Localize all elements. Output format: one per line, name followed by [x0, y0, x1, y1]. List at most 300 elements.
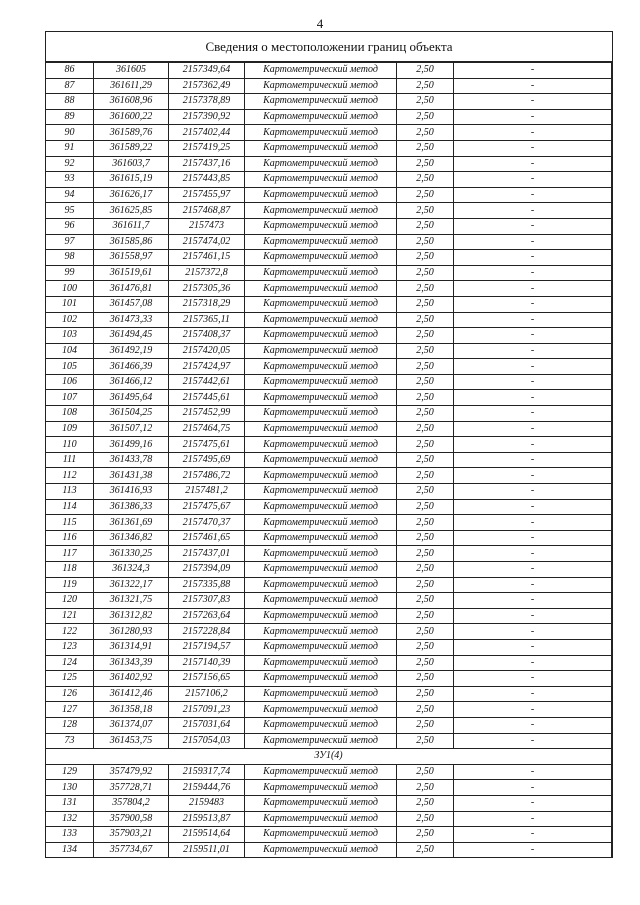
table-row [46, 218, 612, 234]
cell-precision: 2,50 [397, 281, 454, 297]
table-row [46, 624, 612, 640]
cell-point-number: 132 [46, 811, 94, 827]
table-row [46, 343, 612, 359]
cell-method: Картометрический метод [245, 452, 397, 468]
cell-precision: 2,50 [397, 218, 454, 234]
cell-precision: 2,50 [397, 624, 454, 640]
cell-precision: 2,50 [397, 296, 454, 312]
cell-method: Картометрический метод [245, 624, 397, 640]
cell-coord-y: 2157335,88 [169, 577, 245, 593]
cell-description: - [454, 764, 612, 780]
cell-precision: 2,50 [397, 452, 454, 468]
cell-method: Картометрический метод [245, 780, 397, 796]
cell-description: - [454, 639, 612, 655]
cell-point-number: 106 [46, 374, 94, 390]
cell-precision: 2,50 [397, 827, 454, 843]
cell-description: - [454, 608, 612, 624]
cell-point-number: 122 [46, 624, 94, 640]
cell-point-number: 110 [46, 437, 94, 453]
cell-point-number: 109 [46, 421, 94, 437]
cell-method: Картометрический метод [245, 686, 397, 702]
cell-point-number: 118 [46, 562, 94, 578]
cell-method: Картометрический метод [245, 671, 397, 687]
cell-method: Картометрический метод [245, 842, 397, 858]
cell-coord-x: 361457,08 [94, 296, 169, 312]
cell-method: Картометрический метод [245, 390, 397, 406]
table-row [46, 702, 612, 718]
cell-coord-y: 2157349,64 [169, 63, 245, 79]
cell-precision: 2,50 [397, 764, 454, 780]
cell-method: Картометрический метод [245, 63, 397, 79]
cell-coord-y: 2157464,75 [169, 421, 245, 437]
table-row [46, 546, 612, 562]
cell-point-number: 133 [46, 827, 94, 843]
cell-description: - [454, 406, 612, 422]
cell-precision: 2,50 [397, 702, 454, 718]
cell-point-number: 120 [46, 593, 94, 609]
cell-coord-x: 361589,22 [94, 140, 169, 156]
cell-coord-y: 2159513,87 [169, 811, 245, 827]
cell-coord-x: 361314,91 [94, 639, 169, 655]
cell-method: Картометрический метод [245, 281, 397, 297]
cell-coord-y: 2157365,11 [169, 312, 245, 328]
cell-description: - [454, 218, 612, 234]
cell-precision: 2,50 [397, 717, 454, 733]
cell-coord-y: 2157461,65 [169, 530, 245, 546]
cell-coord-y: 2159514,64 [169, 827, 245, 843]
cell-point-number: 117 [46, 546, 94, 562]
table-row [46, 655, 612, 671]
cell-method: Картометрический метод [245, 764, 397, 780]
cell-point-number: 96 [46, 218, 94, 234]
cell-coord-x: 361625,85 [94, 203, 169, 219]
cell-coord-x: 361615,19 [94, 172, 169, 188]
cell-coord-x: 361312,82 [94, 608, 169, 624]
table-row [46, 717, 612, 733]
cell-point-number: 94 [46, 187, 94, 203]
cell-description: - [454, 140, 612, 156]
table-row [46, 593, 612, 609]
cell-description: - [454, 452, 612, 468]
table-row [46, 827, 612, 843]
table-row [46, 562, 612, 578]
cell-description: - [454, 733, 612, 749]
cell-description: - [454, 562, 612, 578]
cell-coord-y: 2157486,72 [169, 468, 245, 484]
cell-method: Картометрический метод [245, 733, 397, 749]
table-row [46, 203, 612, 219]
cell-precision: 2,50 [397, 374, 454, 390]
cell-coord-y: 2157263,64 [169, 608, 245, 624]
cell-method: Картометрический метод [245, 250, 397, 266]
cell-description: - [454, 265, 612, 281]
cell-coord-y: 2157445,61 [169, 390, 245, 406]
cell-point-number: 121 [46, 608, 94, 624]
cell-point-number: 119 [46, 577, 94, 593]
cell-coord-y: 2157443,85 [169, 172, 245, 188]
table-row [46, 671, 612, 687]
cell-method: Картометрический метод [245, 546, 397, 562]
cell-point-number: 98 [46, 250, 94, 266]
cell-precision: 2,50 [397, 250, 454, 266]
cell-precision: 2,50 [397, 639, 454, 655]
cell-coord-x: 361346,82 [94, 530, 169, 546]
cell-method: Картометрический метод [245, 359, 397, 375]
cell-description: - [454, 374, 612, 390]
cell-point-number: 95 [46, 203, 94, 219]
cell-method: Картометрический метод [245, 406, 397, 422]
cell-coord-y: 2157307,83 [169, 593, 245, 609]
cell-point-number: 99 [46, 265, 94, 281]
table-row [46, 172, 612, 188]
cell-method: Картометрический метод [245, 140, 397, 156]
cell-precision: 2,50 [397, 109, 454, 125]
cell-description: - [454, 484, 612, 500]
cell-coord-y: 2157470,37 [169, 515, 245, 531]
cell-coord-x: 361495,64 [94, 390, 169, 406]
cell-description: - [454, 577, 612, 593]
cell-coord-x: 361626,17 [94, 187, 169, 203]
cell-point-number: 105 [46, 359, 94, 375]
cell-description: - [454, 811, 612, 827]
table-row [46, 94, 612, 110]
cell-precision: 2,50 [397, 468, 454, 484]
cell-description: - [454, 593, 612, 609]
cell-method: Картометрический метод [245, 468, 397, 484]
cell-description: - [454, 312, 612, 328]
cell-precision: 2,50 [397, 94, 454, 110]
cell-coord-x: 361608,96 [94, 94, 169, 110]
table-row [46, 390, 612, 406]
cell-description: - [454, 94, 612, 110]
cell-precision: 2,50 [397, 343, 454, 359]
table-row [46, 733, 612, 749]
cell-description: - [454, 203, 612, 219]
cell-method: Картометрический метод [245, 608, 397, 624]
cell-method: Картометрический метод [245, 717, 397, 733]
cell-method: Картометрический метод [245, 795, 397, 811]
cell-method: Картометрический метод [245, 702, 397, 718]
cell-coord-x: 357804,2 [94, 795, 169, 811]
cell-precision: 2,50 [397, 686, 454, 702]
table-body-b [46, 764, 612, 858]
cell-coord-x: 357734,67 [94, 842, 169, 858]
cell-point-number: 102 [46, 312, 94, 328]
cell-precision: 2,50 [397, 484, 454, 500]
cell-method: Картометрический метод [245, 265, 397, 281]
cell-coord-y: 2157194,57 [169, 639, 245, 655]
cell-coord-y: 2159317,74 [169, 764, 245, 780]
table-row [46, 406, 612, 422]
cell-precision: 2,50 [397, 655, 454, 671]
cell-precision: 2,50 [397, 546, 454, 562]
cell-point-number: 131 [46, 795, 94, 811]
cell-precision: 2,50 [397, 172, 454, 188]
cell-method: Картометрический метод [245, 374, 397, 390]
cell-coord-x: 361466,12 [94, 374, 169, 390]
cell-coord-x: 361473,33 [94, 312, 169, 328]
cell-coord-y: 2157419,25 [169, 140, 245, 156]
cell-precision: 2,50 [397, 499, 454, 515]
cell-method: Картометрический метод [245, 203, 397, 219]
table-row [46, 421, 612, 437]
cell-description: - [454, 328, 612, 344]
cell-coord-y: 2157442,61 [169, 374, 245, 390]
cell-method: Картометрический метод [245, 827, 397, 843]
table-row [46, 468, 612, 484]
cell-coord-y: 2157481,2 [169, 484, 245, 500]
cell-description: - [454, 624, 612, 640]
cell-point-number: 115 [46, 515, 94, 531]
cell-coord-x: 361585,86 [94, 234, 169, 250]
cell-point-number: 101 [46, 296, 94, 312]
cell-method: Картометрический метод [245, 484, 397, 500]
cell-description: - [454, 530, 612, 546]
table-row [46, 608, 612, 624]
cell-coord-x: 361492,19 [94, 343, 169, 359]
cell-precision: 2,50 [397, 234, 454, 250]
cell-description: - [454, 686, 612, 702]
table-row [46, 452, 612, 468]
cell-method: Картометрический метод [245, 530, 397, 546]
cell-method: Картометрический метод [245, 234, 397, 250]
cell-point-number: 125 [46, 671, 94, 687]
cell-coord-x: 361361,69 [94, 515, 169, 531]
page-number: 4 [316, 16, 324, 31]
cell-coord-x: 361330,25 [94, 546, 169, 562]
cell-description: - [454, 546, 612, 562]
cell-point-number: 116 [46, 530, 94, 546]
cell-coord-x: 361476,81 [94, 281, 169, 297]
cell-coord-x: 361507,12 [94, 421, 169, 437]
table-row [46, 484, 612, 500]
cell-coord-x: 361402,92 [94, 671, 169, 687]
cell-point-number: 126 [46, 686, 94, 702]
cell-description: - [454, 780, 612, 796]
cell-coord-y: 2157091,23 [169, 702, 245, 718]
cell-precision: 2,50 [397, 312, 454, 328]
cell-coord-y: 2157054,03 [169, 733, 245, 749]
cell-coord-y: 2157437,01 [169, 546, 245, 562]
table-row [46, 78, 612, 94]
cell-precision: 2,50 [397, 78, 454, 94]
cell-point-number: 103 [46, 328, 94, 344]
cell-point-number: 86 [46, 63, 94, 79]
cell-coord-x: 361605 [94, 63, 169, 79]
cell-coord-x: 361358,18 [94, 702, 169, 718]
cell-method: Картометрический метод [245, 328, 397, 344]
cell-precision: 2,50 [397, 140, 454, 156]
cell-precision: 2,50 [397, 530, 454, 546]
cell-coord-y: 2159511,01 [169, 842, 245, 858]
cell-description: - [454, 63, 612, 79]
table-row [46, 530, 612, 546]
cell-point-number: 73 [46, 733, 94, 749]
table-row [46, 795, 612, 811]
cell-method: Картометрический метод [245, 562, 397, 578]
cell-method: Картометрический метод [245, 78, 397, 94]
cell-method: Картометрический метод [245, 187, 397, 203]
cell-description: - [454, 172, 612, 188]
cell-method: Картометрический метод [245, 156, 397, 172]
cell-method: Картометрический метод [245, 343, 397, 359]
cell-description: - [454, 109, 612, 125]
table-title: Сведения о местоположении границ объекта [46, 32, 612, 62]
cell-description: - [454, 390, 612, 406]
cell-precision: 2,50 [397, 608, 454, 624]
section-row-group [46, 749, 612, 765]
cell-coord-x: 357903,21 [94, 827, 169, 843]
cell-method: Картометрический метод [245, 296, 397, 312]
cell-point-number: 88 [46, 94, 94, 110]
cell-coord-y: 2157140,39 [169, 655, 245, 671]
table-row [46, 140, 612, 156]
cell-precision: 2,50 [397, 671, 454, 687]
table-row [46, 265, 612, 281]
cell-point-number: 128 [46, 717, 94, 733]
cell-coord-x: 361519,61 [94, 265, 169, 281]
cell-point-number: 91 [46, 140, 94, 156]
cell-method: Картометрический метод [245, 515, 397, 531]
cell-coord-x: 361453,75 [94, 733, 169, 749]
cell-coord-x: 361386,33 [94, 499, 169, 515]
table-row [46, 156, 612, 172]
table-row [46, 359, 612, 375]
cell-precision: 2,50 [397, 406, 454, 422]
cell-point-number: 93 [46, 172, 94, 188]
table-row [46, 499, 612, 515]
cell-point-number: 107 [46, 390, 94, 406]
cell-description: - [454, 515, 612, 531]
cell-description: - [454, 421, 612, 437]
cell-coord-x: 361322,17 [94, 577, 169, 593]
section-label: ЗУ1(4) [46, 749, 612, 765]
cell-description: - [454, 671, 612, 687]
table-row [46, 63, 612, 79]
cell-description: - [454, 499, 612, 515]
cell-precision: 2,50 [397, 733, 454, 749]
cell-precision: 2,50 [397, 515, 454, 531]
cell-precision: 2,50 [397, 187, 454, 203]
table-row [46, 686, 612, 702]
cell-method: Картометрический метод [245, 593, 397, 609]
cell-description: - [454, 187, 612, 203]
cell-precision: 2,50 [397, 780, 454, 796]
cell-coord-y: 2157362,49 [169, 78, 245, 94]
cell-description: - [454, 795, 612, 811]
cell-method: Картометрический метод [245, 218, 397, 234]
table-row [46, 811, 612, 827]
cell-description: - [454, 827, 612, 843]
cell-coord-x: 357728,71 [94, 780, 169, 796]
cell-coord-y: 2157474,02 [169, 234, 245, 250]
cell-method: Картометрический метод [245, 437, 397, 453]
cell-coord-y: 2157475,61 [169, 437, 245, 453]
cell-coord-x: 357479,92 [94, 764, 169, 780]
cell-point-number: 89 [46, 109, 94, 125]
cell-precision: 2,50 [397, 156, 454, 172]
cell-coord-x: 361603,7 [94, 156, 169, 172]
cell-coord-x: 361374,07 [94, 717, 169, 733]
table-row [46, 234, 612, 250]
cell-method: Картометрический метод [245, 125, 397, 141]
cell-precision: 2,50 [397, 795, 454, 811]
cell-coord-x: 361494,45 [94, 328, 169, 344]
cell-point-number: 104 [46, 343, 94, 359]
cell-description: - [454, 78, 612, 94]
cell-precision: 2,50 [397, 562, 454, 578]
cell-method: Картометрический метод [245, 172, 397, 188]
cell-coord-y: 2157402,44 [169, 125, 245, 141]
cell-precision: 2,50 [397, 842, 454, 858]
cell-method: Картометрический метод [245, 577, 397, 593]
cell-coord-x: 361343,39 [94, 655, 169, 671]
cell-coord-x: 361611,29 [94, 78, 169, 94]
cell-coord-x: 361499,16 [94, 437, 169, 453]
cell-description: - [454, 842, 612, 858]
cell-point-number: 90 [46, 125, 94, 141]
cell-method: Картометрический метод [245, 421, 397, 437]
cell-point-number: 129 [46, 764, 94, 780]
cell-point-number: 97 [46, 234, 94, 250]
cell-description: - [454, 717, 612, 733]
cell-point-number: 100 [46, 281, 94, 297]
table-row [46, 515, 612, 531]
cell-point-number: 114 [46, 499, 94, 515]
cell-precision: 2,50 [397, 811, 454, 827]
cell-coord-y: 2157437,16 [169, 156, 245, 172]
cell-coord-x: 361321,75 [94, 593, 169, 609]
cell-point-number: 92 [46, 156, 94, 172]
cell-point-number: 134 [46, 842, 94, 858]
cell-point-number: 113 [46, 484, 94, 500]
cell-coord-y: 2157495,69 [169, 452, 245, 468]
section-row [46, 749, 612, 765]
cell-description: - [454, 359, 612, 375]
cell-coord-y: 2157420,05 [169, 343, 245, 359]
cell-description: - [454, 125, 612, 141]
table-row [46, 780, 612, 796]
cell-description: - [454, 437, 612, 453]
cell-coord-x: 361412,46 [94, 686, 169, 702]
cell-description: - [454, 343, 612, 359]
cell-description: - [454, 655, 612, 671]
cell-point-number: 111 [46, 452, 94, 468]
cell-coord-x: 361589,76 [94, 125, 169, 141]
cell-description: - [454, 468, 612, 484]
table-row [46, 577, 612, 593]
cell-coord-x: 361600,22 [94, 109, 169, 125]
cell-coord-y: 2157475,67 [169, 499, 245, 515]
cell-method: Картометрический метод [245, 94, 397, 110]
cell-coord-x: 361280,93 [94, 624, 169, 640]
table-row [46, 125, 612, 141]
cell-description: - [454, 281, 612, 297]
cell-precision: 2,50 [397, 593, 454, 609]
table-row [46, 842, 612, 858]
cell-point-number: 123 [46, 639, 94, 655]
cell-coord-y: 2157318,29 [169, 296, 245, 312]
cell-point-number: 130 [46, 780, 94, 796]
table-row [46, 312, 612, 328]
cell-method: Картометрический метод [245, 639, 397, 655]
coordinates-table [45, 62, 612, 858]
boundary-table-frame [45, 31, 613, 858]
cell-precision: 2,50 [397, 63, 454, 79]
cell-description: - [454, 702, 612, 718]
cell-description: - [454, 250, 612, 266]
cell-coord-y: 2157305,36 [169, 281, 245, 297]
